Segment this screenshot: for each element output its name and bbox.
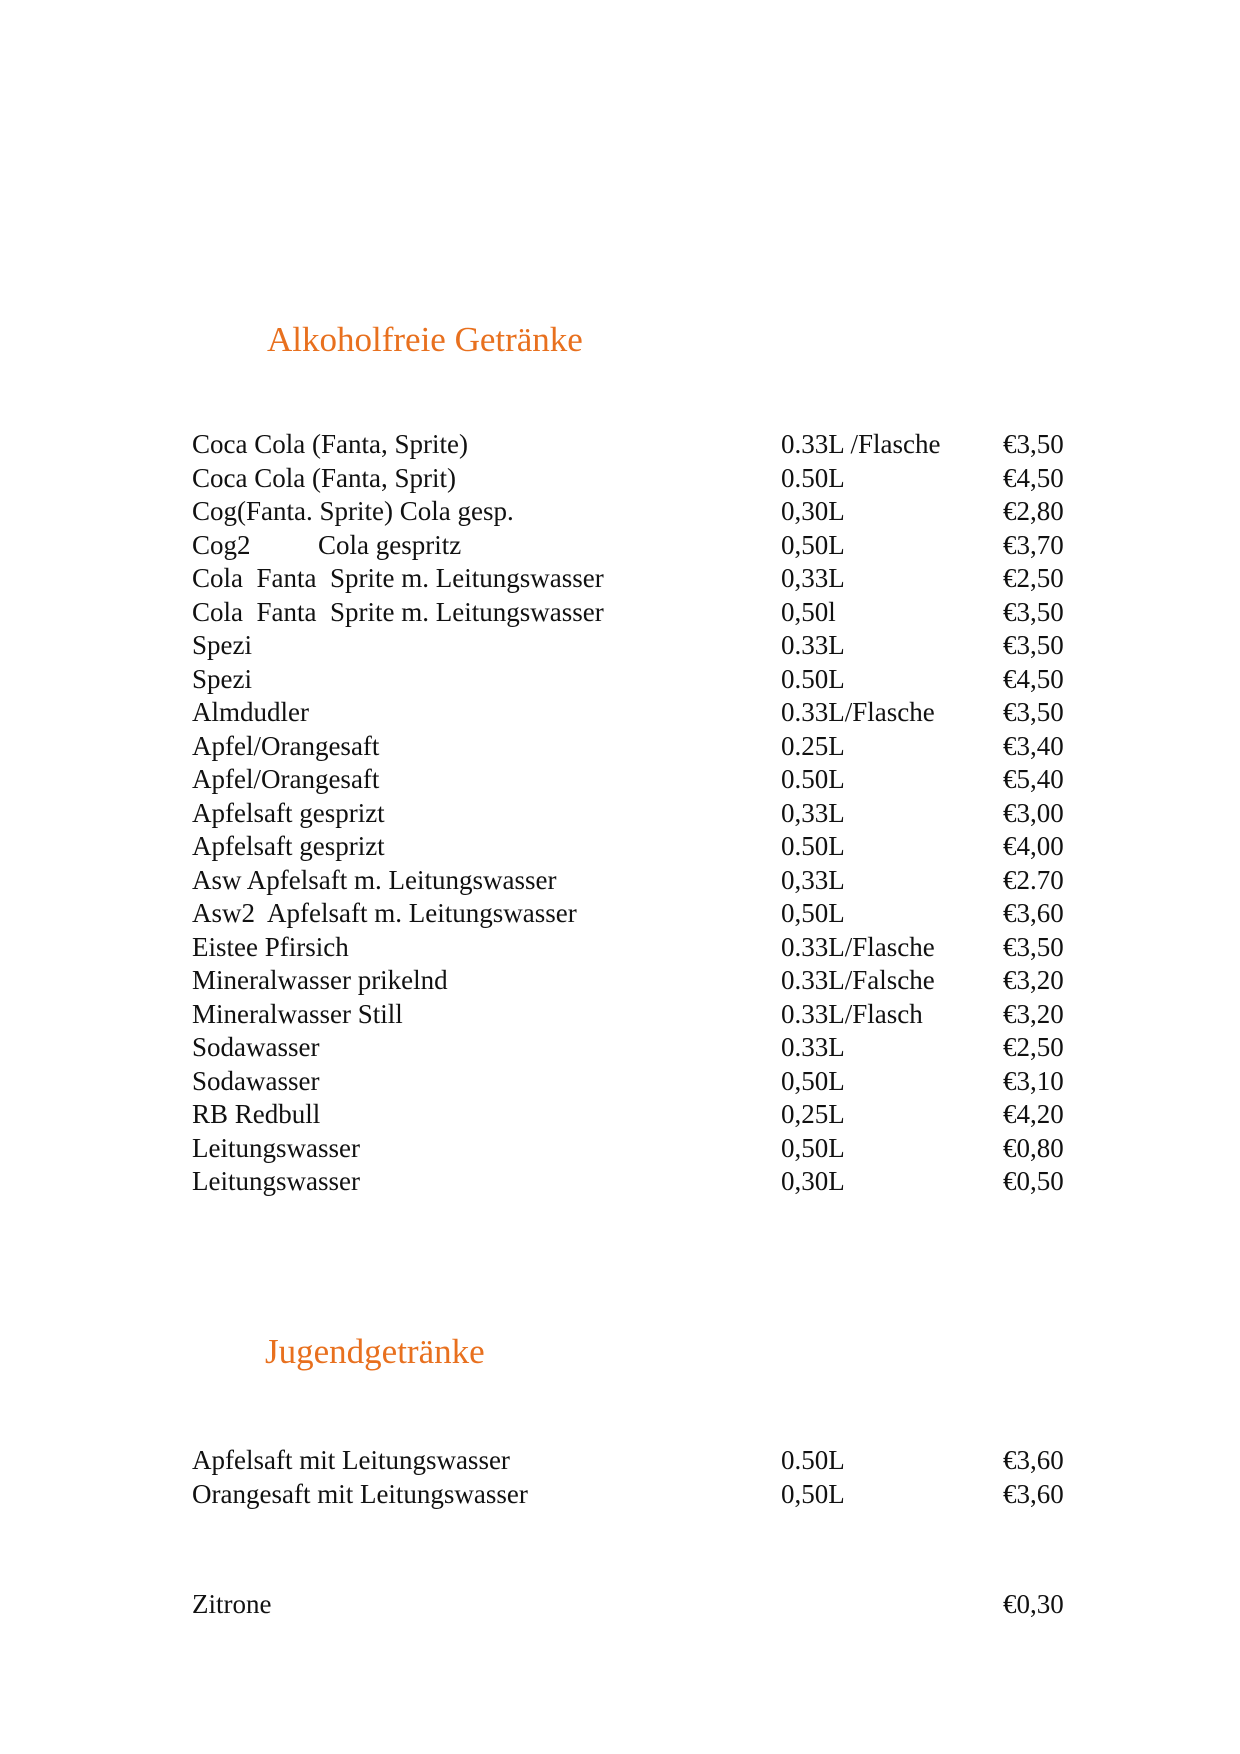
item-price: €3,70 — [1003, 529, 1064, 560]
item-size: 0.50L — [781, 663, 845, 694]
item-name: Spezi — [192, 630, 252, 660]
item-price: €4,50 — [1003, 462, 1064, 493]
item-size: 0,33L — [781, 797, 845, 828]
item-size: 0,50L — [781, 898, 845, 928]
section-title-alkoholfreie: Alkoholfreie Getränke — [267, 320, 583, 359]
menu-list-extra — [192, 1588, 1092, 1622]
item-price: €0,50 — [1003, 1166, 1064, 1196]
menu-item — [192, 663, 1092, 697]
item-size: 0,50l — [781, 596, 836, 627]
menu-list-jugendgetraenke — [192, 1444, 1092, 1511]
menu-item — [192, 428, 1092, 462]
item-size: 0.33L — [781, 1032, 845, 1062]
item-price: €4,20 — [1003, 1099, 1064, 1129]
item-price: €5,40 — [1003, 764, 1064, 794]
item-name: Coca Cola (Fanta, Sprit) — [192, 462, 456, 493]
item-size: 0,33L — [781, 864, 845, 895]
menu-item — [192, 1132, 1092, 1166]
item-price: €2,50 — [1003, 563, 1064, 593]
item-size: 0,50L — [781, 1132, 845, 1163]
item-name: Mineralwasser Still — [192, 998, 403, 1029]
item-name: Apfelsaft mit Leitungswasser — [192, 1445, 510, 1475]
item-price: €3,10 — [1003, 1065, 1064, 1096]
item-size: 0,50L — [781, 1065, 845, 1096]
item-size: 0.33L/Flasch — [781, 998, 923, 1029]
item-size: 0.50L — [781, 831, 845, 861]
item-name: Eistee Pfirsich — [192, 931, 349, 962]
item-name: Sodawasser — [192, 1065, 320, 1096]
item-name: Cog2 Cola gespritz — [192, 529, 462, 560]
item-size: 0.50L — [781, 764, 845, 794]
item-size: 0,50L — [781, 529, 845, 560]
item-size: 0.33L/Falsche — [781, 965, 935, 995]
item-price: €0,30 — [1003, 1589, 1064, 1619]
menu-item — [192, 730, 1092, 764]
menu-item — [192, 931, 1092, 965]
item-name: Cog(Fanta. Sprite) Cola gesp. — [192, 496, 514, 526]
item-price: €3,20 — [1003, 965, 1064, 995]
item-size: 0,50L — [781, 1478, 845, 1509]
menu-item — [192, 1031, 1092, 1065]
item-name: Apfel/Orangesaft — [192, 730, 380, 761]
menu-item — [192, 1165, 1092, 1199]
item-name: Sodawasser — [192, 1032, 320, 1062]
menu-list-alkoholfreie — [192, 428, 1092, 1199]
item-name: Apfel/Orangesaft — [192, 764, 380, 794]
item-name: Zitrone — [192, 1589, 272, 1619]
item-name: Asw Apfelsaft m. Leitungswasser — [192, 864, 557, 895]
menu-item — [192, 1444, 1092, 1478]
item-name: Asw2 Apfelsaft m. Leitungswasser — [192, 898, 577, 928]
menu-item — [192, 462, 1092, 496]
item-price: €2,50 — [1003, 1032, 1064, 1062]
menu-item — [192, 596, 1092, 630]
item-price: €3,50 — [1003, 931, 1064, 962]
item-size: 0.33L/Flasche — [781, 931, 935, 962]
item-name: Leitungswasser — [192, 1166, 360, 1196]
item-name: Orangesaft mit Leitungswasser — [192, 1478, 528, 1509]
menu-item — [192, 964, 1092, 998]
menu-item — [192, 1065, 1092, 1099]
menu-item — [192, 1098, 1092, 1132]
menu-item — [192, 797, 1092, 831]
item-size: 0.50L — [781, 1445, 845, 1475]
item-size: 0.33L/Flasche — [781, 697, 935, 727]
item-name: Mineralwasser prikelnd — [192, 965, 448, 995]
item-price: €3,00 — [1003, 797, 1064, 828]
item-name: RB Redbull — [192, 1099, 321, 1129]
item-size: 0.50L — [781, 462, 845, 493]
section-title-jugendgetraenke: Jugendgetränke — [265, 1332, 485, 1371]
menu-item — [192, 897, 1092, 931]
menu-item — [192, 562, 1092, 596]
item-price: €3,40 — [1003, 730, 1064, 761]
item-size: 0,33L — [781, 563, 845, 593]
menu-item — [192, 830, 1092, 864]
item-price: €3,20 — [1003, 998, 1064, 1029]
item-size: 0.25L — [781, 730, 845, 761]
menu-item — [192, 1478, 1092, 1512]
item-price: €4,00 — [1003, 831, 1064, 861]
menu-item — [192, 529, 1092, 563]
item-price: €3,50 — [1003, 697, 1064, 727]
item-size: 0.33L /Flasche — [781, 429, 941, 459]
item-price: €3,60 — [1003, 898, 1064, 928]
menu-item — [192, 763, 1092, 797]
item-size: 0,25L — [781, 1099, 845, 1129]
menu-item — [192, 495, 1092, 529]
item-name: Apfelsaft gesprizt — [192, 797, 385, 828]
menu-item — [192, 1588, 1092, 1622]
item-name: Cola Fanta Sprite m. Leitungswasser — [192, 563, 604, 593]
item-size: 0.33L — [781, 630, 845, 660]
menu-item — [192, 998, 1092, 1032]
item-price: €2,80 — [1003, 496, 1064, 526]
menu-item — [192, 864, 1092, 898]
item-name: Spezi — [192, 663, 252, 694]
item-price: €0,80 — [1003, 1132, 1064, 1163]
menu-item — [192, 629, 1092, 663]
item-price: €3,60 — [1003, 1478, 1064, 1509]
item-size: 0,30L — [781, 496, 845, 526]
item-name: Coca Cola (Fanta, Sprite) — [192, 429, 468, 459]
item-name: Leitungswasser — [192, 1132, 360, 1163]
item-price: €2.70 — [1003, 864, 1064, 895]
item-name: Cola Fanta Sprite m. Leitungswasser — [192, 596, 604, 627]
item-price: €3,50 — [1003, 429, 1064, 459]
item-price: €3,50 — [1003, 630, 1064, 660]
item-price: €3,50 — [1003, 596, 1064, 627]
item-size: 0,30L — [781, 1166, 845, 1196]
item-name: Apfelsaft gesprizt — [192, 831, 385, 861]
item-name: Almdudler — [192, 697, 309, 727]
menu-item — [192, 696, 1092, 730]
item-price: €3,60 — [1003, 1445, 1064, 1475]
item-price: €4,50 — [1003, 663, 1064, 694]
